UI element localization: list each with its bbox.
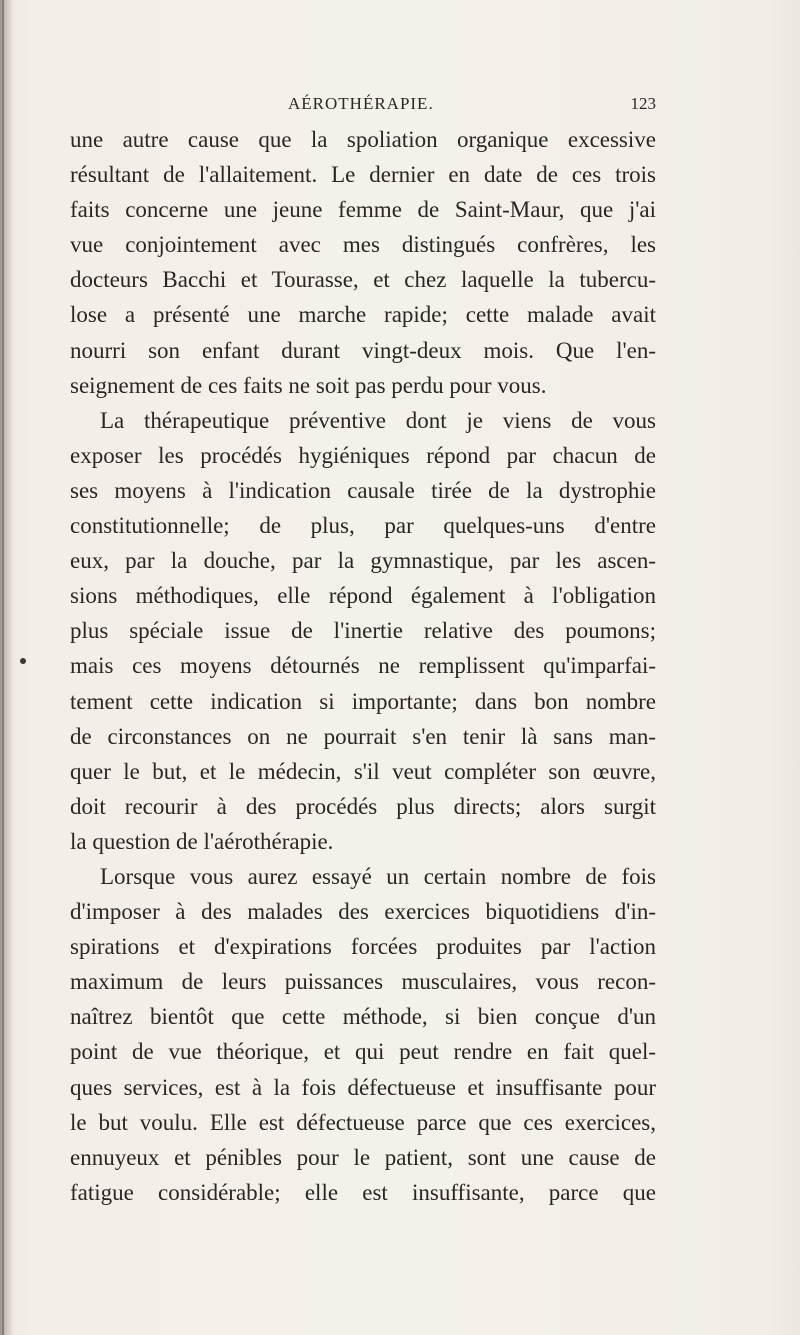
text-line: tement cette indication si importante; dans bon nombre xyxy=(70,688,656,714)
text-line: naîtrez bientôt que cette méthode, si bien conçue d'un xyxy=(70,1004,656,1030)
text-line: une autre cause que la spoliation organique excessive xyxy=(70,127,656,152)
body-text xyxy=(70,122,656,1210)
binding-edge xyxy=(2,0,4,1335)
text-line: maximum de leurs puissances musculaires, vous recon- xyxy=(70,969,656,995)
text-line: lose a présenté une marche rapide; cette malade avait xyxy=(70,302,656,328)
text-line: nourri son enfant durant vingt-deux mois. Que l'en- xyxy=(70,337,656,363)
text-line: point de vue théorique, et qui peut rendre en fait quel- xyxy=(70,1039,656,1065)
running-title: AÉROTHÉRAPIE. xyxy=(288,94,434,113)
text-line: spirations et d'expirations forcées produites par l'action xyxy=(70,934,656,960)
text-line: La thérapeutique préventive dont je viens de vous xyxy=(100,407,656,433)
text-line: eux, par la douche, par la gymnastique, par les ascen- xyxy=(70,548,656,574)
text-line: Lorsque vous aurez essayé un certain nombre de fois xyxy=(100,863,656,889)
page-number: 123 xyxy=(630,94,656,113)
text-line: sions méthodiques, elle répond également à l'obligation xyxy=(70,583,656,609)
text-line: quer le but, et le médecin, s'il veut compléter son œuvre, xyxy=(70,758,656,784)
text-line: plus spéciale issue de l'inertie relative des poumons; xyxy=(70,618,656,644)
text-line: mais ces moyens détournés ne remplissent qu'imparfai- xyxy=(70,653,656,679)
text-line: constitutionnelle; de plus, par quelques-uns d'entre xyxy=(70,513,656,539)
text-line: fatigue considérable; elle est insuffisante, parce que xyxy=(70,1179,656,1205)
text-line: faits concerne une jeune femme de Saint-Maur, que j'ai xyxy=(70,197,656,223)
text-line: ques services, est à la fois défectueuse et insuffisante pour xyxy=(70,1074,656,1100)
text-line: le but voulu. Elle est défectueuse parce que ces exercices, xyxy=(70,1109,656,1135)
text-line: d'imposer à des malades des exercices biquotidiens d'in- xyxy=(70,899,656,925)
text-line: doit recourir à des procédés plus directs; alors surgit xyxy=(70,793,656,819)
text-line: ses moyens à l'indication causale tirée de la dystrophie xyxy=(70,477,656,503)
text-line: résultant de l'allaitement. Le dernier en date de ces trois xyxy=(70,162,656,188)
margin-mark xyxy=(20,658,26,664)
text-line: docteurs Bacchi et Tourasse, et chez laquelle la tubercu- xyxy=(70,267,656,293)
text-line: ennuyeux et pénibles pour le patient, sont une cause de xyxy=(70,1144,656,1170)
text-line: exposer les procédés hygiéniques répond par chacun de xyxy=(70,442,656,468)
text-line: la question de l'aérothérapie. xyxy=(70,828,334,854)
running-head xyxy=(70,90,656,118)
text-line: seignement de ces faits ne soit pas perdu pour vous. xyxy=(70,372,547,398)
text-line: vue conjointement avec mes distingués confrères, les xyxy=(70,232,656,258)
text-line: de circonstances on ne pourrait s'en tenir là sans man- xyxy=(70,723,656,749)
